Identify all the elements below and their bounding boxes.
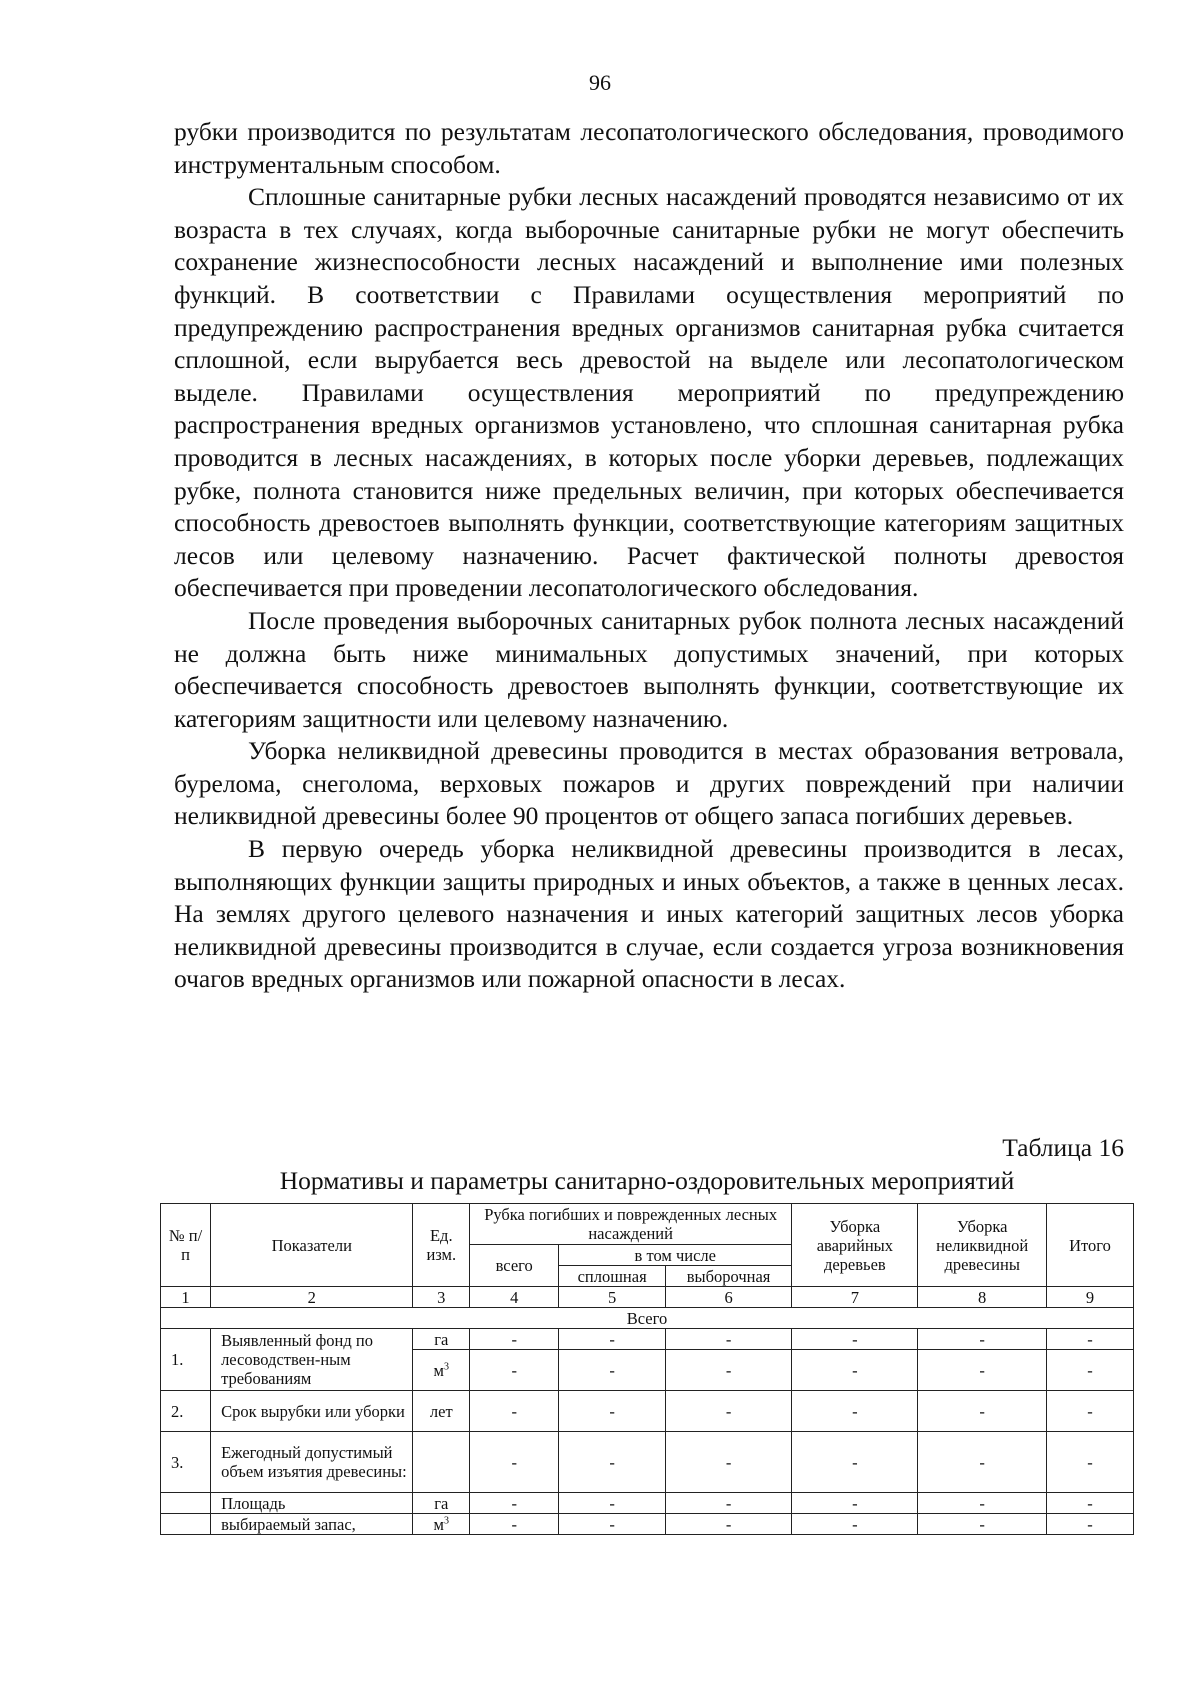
header-num: № п/п: [161, 1204, 211, 1287]
header-selective: выборочная: [665, 1266, 791, 1287]
header-clear: сплошная: [559, 1266, 666, 1287]
cell-value: -: [918, 1391, 1046, 1432]
cell-value: -: [559, 1493, 666, 1514]
header-including: в том числе: [559, 1245, 792, 1266]
table-row: [161, 1391, 1134, 1432]
cell-value: -: [918, 1514, 1046, 1535]
cell-value: -: [559, 1391, 666, 1432]
unit-text: м: [433, 1360, 444, 1380]
row-number: [161, 1514, 211, 1535]
cell-value: -: [918, 1432, 1046, 1493]
row-number: [161, 1493, 211, 1514]
cell-value: -: [470, 1329, 559, 1350]
column-number: 8: [918, 1287, 1046, 1308]
paragraph: После проведения выборочных санитарных рубок полнота лесных насаждений не должна быть ниже минимальных допустимых значений, при которых обеспечивается способность древостоев выполнять функции, соответствующие их категориям защитности или целевому назначению.: [174, 605, 1124, 733]
cell-value: -: [1046, 1350, 1133, 1391]
row-indicator: Выявленный фонд по лесоводствен-ным требованиям: [211, 1329, 413, 1391]
row-indicator: Срок вырубки или уборки: [211, 1391, 413, 1432]
paragraph: Сплошные санитарные рубки лесных насаждений проводятся независимо от их возраста в тех случаях, когда выборочные санитарные рубки не могут обеспечить сохранение жизнеспособности лесных насаждений и выполнение ими полезных функций. В соответствии с Правилами осуществления мероприятий по предупреждению распространения вредных организмов санитарная рубка считается сплошной, если вырубается весь древостой на выделе или лесопатологическом выделе. Правилами осуществления мероприятий по предупреждению распространения вредных организмов установлено, что сплошная санитарная рубка проводится в лесных насаждениях, в которых после уборки деревьев, подлежащих рубке, полнота становится ниже предельных величин, при которых обеспечивается способность древостоев выполнять функции, соответствующие категориям защитных лесов или целевому назначению. Расчет фактической полноты древостоя обеспечивается при проведении лесопатологического обследования.: [174, 182, 1124, 603]
column-number: 1: [161, 1287, 211, 1308]
row-number: 1.: [161, 1329, 211, 1391]
row-unit: [413, 1514, 470, 1535]
header-unit: Ед. изм.: [413, 1204, 470, 1287]
cell-value: -: [470, 1432, 559, 1493]
cell-value: -: [1046, 1432, 1133, 1493]
column-number: 6: [665, 1287, 791, 1308]
cell-value: -: [1046, 1391, 1133, 1432]
cell-value: -: [918, 1329, 1046, 1350]
cell-value: -: [792, 1350, 918, 1391]
cell-value: -: [665, 1432, 791, 1493]
cell-value: -: [470, 1391, 559, 1432]
column-number: 9: [1046, 1287, 1133, 1308]
header-emergency-trees: Уборка аварийных деревьев: [792, 1204, 918, 1287]
cell-value: -: [1046, 1514, 1133, 1535]
page-number: 96: [589, 70, 611, 95]
row-unit: [413, 1432, 470, 1493]
cell-value: -: [792, 1329, 918, 1350]
table-row: [161, 1432, 1134, 1493]
row-indicator: Ежегодный допустимый объем изъятия древесины:: [211, 1432, 413, 1493]
unit-text: м: [433, 1514, 444, 1534]
column-number: 7: [792, 1287, 918, 1308]
header-illiquid-wood: Уборка неликвидной древесины: [918, 1204, 1046, 1287]
cell-value: -: [665, 1391, 791, 1432]
column-number: 3: [413, 1287, 470, 1308]
cell-value: -: [559, 1350, 666, 1391]
paragraph: рубки производится по результатам лесопатологического обследования, проводимого инструментальным способом.: [174, 117, 1124, 179]
table-row: [161, 1493, 1134, 1514]
unit-superscript: 3: [444, 1361, 449, 1372]
cell-value: -: [665, 1329, 791, 1350]
paragraph: В первую очередь уборка неликвидной древесины производится в лесах, выполняющих функции защиты природных и иных объектов, а также в ценных лесах. На землях другого целевого назначения и иных категорий защитных лесов уборка неликвидной древесины производится в случае, если создается угроза возникновения очагов вредных организмов или пожарной опасности в лесах.: [174, 834, 1124, 994]
cell-value: -: [665, 1514, 791, 1535]
header-felling-group: Рубка погибших и поврежденных лесных насаждений: [470, 1204, 792, 1245]
row-number: 3.: [161, 1432, 211, 1493]
paragraph: Уборка неликвидной древесины проводится в местах образования ветровала, бурелома, снеголома, верховых пожаров и других повреждений при наличии неликвидной древесины более 90 процентов от общего запаса погибших деревьев.: [174, 736, 1124, 831]
row-indicator: выбираемый запас,: [211, 1514, 413, 1535]
cell-value: -: [559, 1514, 666, 1535]
header-total-felling: всего: [470, 1245, 559, 1287]
cell-value: -: [470, 1493, 559, 1514]
column-number: 2: [211, 1287, 413, 1308]
cell-value: -: [792, 1514, 918, 1535]
row-number: 2.: [161, 1391, 211, 1432]
table-title: Нормативы и параметры санитарно-оздоровительных мероприятий: [279, 1166, 1015, 1195]
table-row: [161, 1514, 1134, 1535]
norms-table: [160, 1203, 1134, 1535]
cell-value: -: [1046, 1493, 1133, 1514]
header-indicators: Показатели: [211, 1204, 413, 1287]
row-unit: лет: [413, 1391, 470, 1432]
row-unit: [413, 1350, 470, 1391]
section-total: Всего: [161, 1308, 1134, 1329]
cell-value: -: [792, 1432, 918, 1493]
row-unit: га: [413, 1493, 470, 1514]
header-total: Итого: [1046, 1204, 1133, 1287]
cell-value: -: [918, 1350, 1046, 1391]
cell-value: -: [1046, 1329, 1133, 1350]
cell-value: -: [559, 1432, 666, 1493]
cell-value: -: [792, 1391, 918, 1432]
cell-value: -: [665, 1493, 791, 1514]
row-unit: га: [413, 1329, 470, 1350]
body-text: [174, 116, 1124, 996]
table-label: Таблица 16: [1002, 1133, 1124, 1162]
column-number: 4: [470, 1287, 559, 1308]
cell-value: -: [665, 1350, 791, 1391]
cell-value: -: [470, 1350, 559, 1391]
cell-value: -: [792, 1493, 918, 1514]
cell-value: -: [470, 1514, 559, 1535]
column-number: 5: [559, 1287, 666, 1308]
unit-superscript: 3: [444, 1515, 449, 1526]
cell-value: -: [918, 1493, 1046, 1514]
table-row: [161, 1329, 1134, 1350]
cell-value: -: [559, 1329, 666, 1350]
row-indicator: Площадь: [211, 1493, 413, 1514]
